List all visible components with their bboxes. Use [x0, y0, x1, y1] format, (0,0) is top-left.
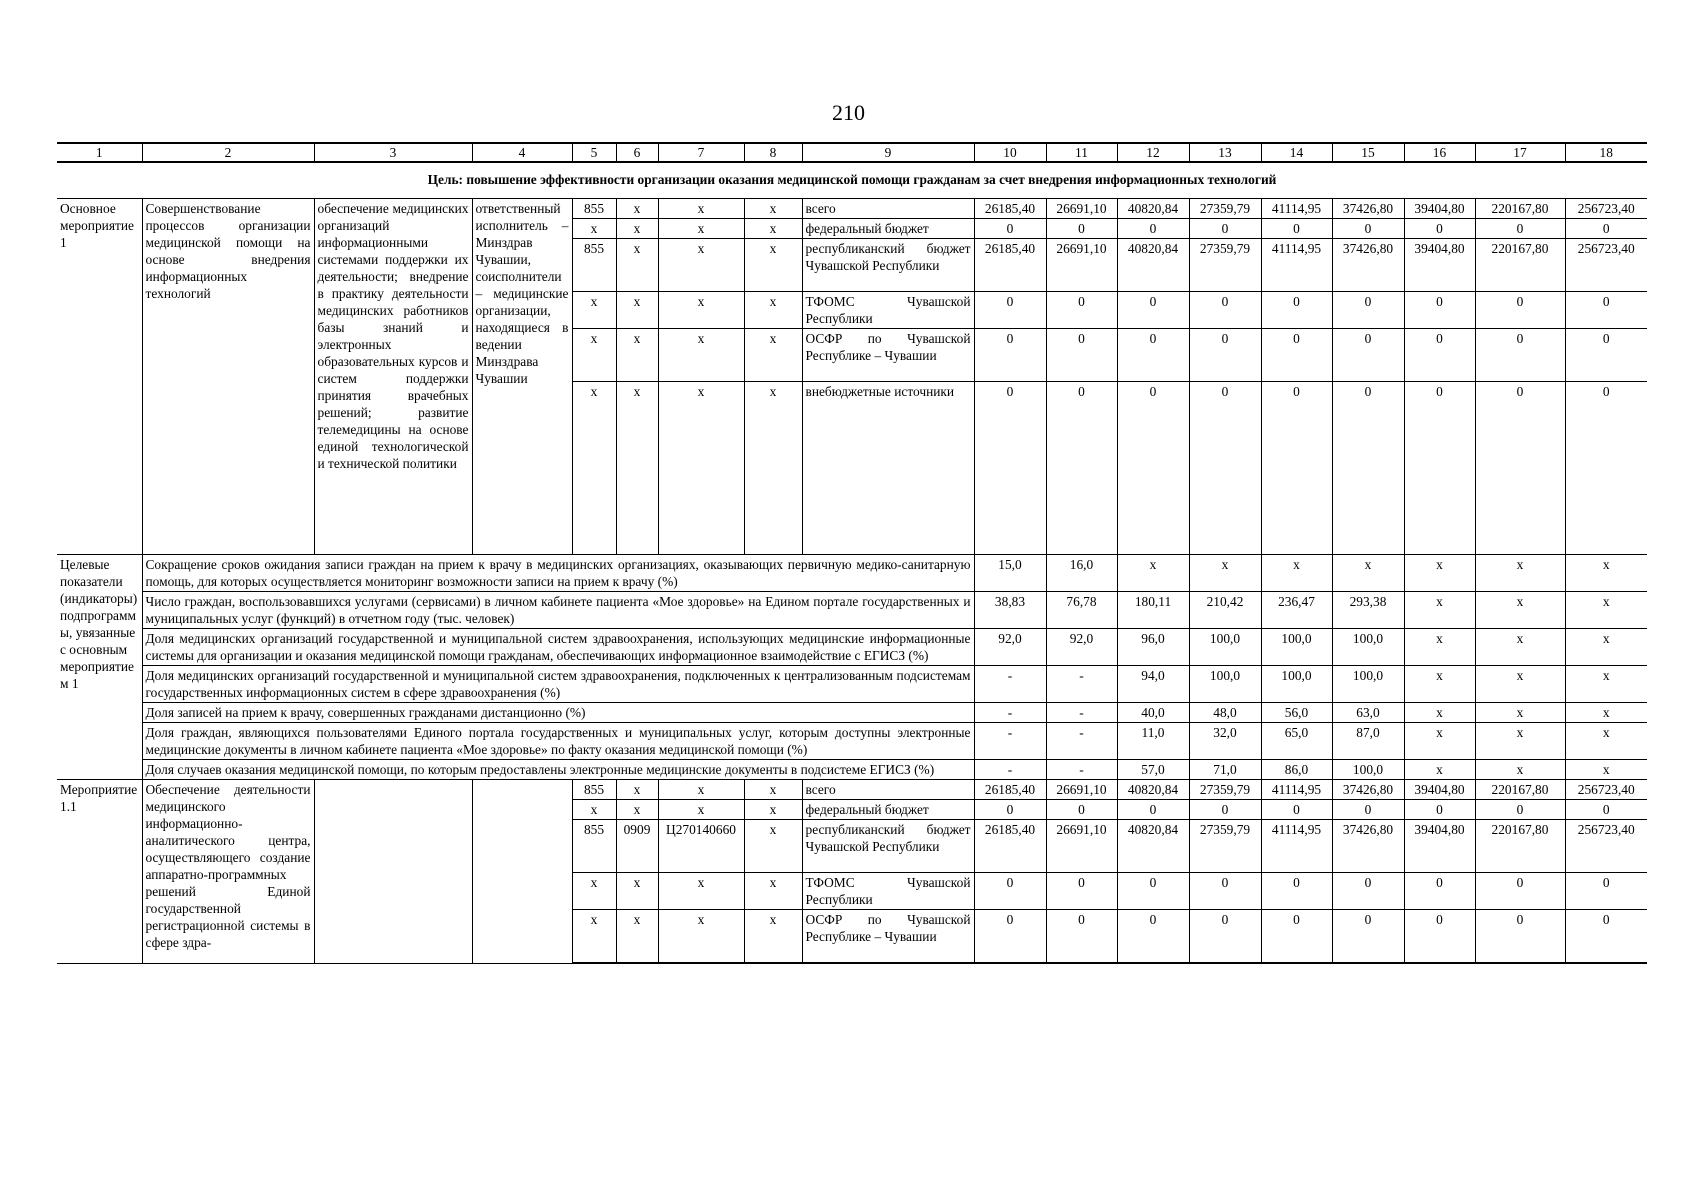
indicator-value: -	[974, 723, 1046, 760]
table-row	[57, 143, 1647, 162]
value-cell: 0	[1261, 382, 1332, 555]
table-row	[57, 199, 1647, 219]
value-cell: 0	[1404, 382, 1475, 555]
funding-source: внебюджетные источники	[802, 382, 974, 555]
event-measures	[314, 780, 472, 964]
indicator-value: x	[1332, 555, 1404, 592]
indicator-value: x	[1404, 723, 1475, 760]
indicator-value: 100,0	[1332, 629, 1404, 666]
table-row	[57, 555, 1647, 592]
code-grbs: x	[572, 910, 616, 964]
funding-source: ТФОМС Чувашской Республики	[802, 873, 974, 910]
indicator-value: 92,0	[1046, 629, 1117, 666]
value-cell: 0	[1332, 219, 1404, 239]
value-cell: 41114,95	[1261, 780, 1332, 800]
code-section: x	[616, 329, 658, 382]
value-cell: 37426,80	[1332, 820, 1404, 873]
indicator-value: x	[1565, 629, 1647, 666]
code-section: x	[616, 382, 658, 555]
value-cell: 0	[974, 329, 1046, 382]
indicator-value: -	[1046, 723, 1117, 760]
code-target: x	[658, 780, 744, 800]
indicator-value: x	[1475, 629, 1565, 666]
indicator-value: -	[1046, 703, 1117, 723]
code-expense: x	[744, 800, 802, 820]
value-cell: 0	[1189, 219, 1261, 239]
code-section: x	[616, 780, 658, 800]
indicator-value: 92,0	[974, 629, 1046, 666]
value-cell: 26691,10	[1046, 239, 1117, 292]
indicator-value: 100,0	[1189, 666, 1261, 703]
value-cell: 220167,80	[1475, 820, 1565, 873]
value-cell: 0	[1117, 292, 1189, 329]
table-row	[57, 592, 1647, 629]
indicator-text: Доля медицинских организаций государственной и муниципальной систем здравоохранения, подключенных к централизованным подсистемам государственных информационных систем в сфере здравоохранения (%)	[142, 666, 974, 703]
indicator-value: x	[1117, 555, 1189, 592]
indicator-text: Доля граждан, являющихся пользователями Единого портала государственных и муниципальных услуг, которым доступны электронные медицинские документы в личном кабинете пациента «Мое здоровье» по факту оказания медицинской помощи (%)	[142, 723, 974, 760]
value-cell: 40820,84	[1117, 239, 1189, 292]
indicator-value: 57,0	[1117, 760, 1189, 780]
table-row	[57, 703, 1647, 723]
funding-source: ТФОМС Чувашской Республики	[802, 292, 974, 329]
indicator-value: 94,0	[1117, 666, 1189, 703]
value-cell: 0	[974, 910, 1046, 964]
indicator-value: 100,0	[1189, 629, 1261, 666]
value-cell: 0	[1404, 800, 1475, 820]
value-cell: 0	[1475, 219, 1565, 239]
code-target: x	[658, 292, 744, 329]
code-target: x	[658, 382, 744, 555]
value-cell: 26691,10	[1046, 820, 1117, 873]
code-target: x	[658, 199, 744, 219]
code-grbs: x	[572, 873, 616, 910]
goal-heading: Цель: повышение эффективности организации оказания медицинской помощи гражданам за счет внедрения информационных технологий	[57, 162, 1647, 199]
value-cell: 40820,84	[1117, 199, 1189, 219]
indicator-value: 86,0	[1261, 760, 1332, 780]
code-grbs: 855	[572, 239, 616, 292]
indicator-value: 87,0	[1332, 723, 1404, 760]
value-cell: 0	[1117, 219, 1189, 239]
value-cell: 0	[1261, 873, 1332, 910]
value-cell: 0	[1404, 292, 1475, 329]
column-header: 13	[1189, 143, 1261, 162]
column-header: 1	[57, 143, 142, 162]
indicator-value: x	[1404, 666, 1475, 703]
indicator-value: x	[1565, 666, 1647, 703]
code-target: x	[658, 910, 744, 964]
indicator-value: x	[1404, 555, 1475, 592]
event-label: Основное мероприятие 1	[57, 199, 142, 555]
column-header: 8	[744, 143, 802, 162]
event-label: Мероприятие 1.1	[57, 780, 142, 964]
indicator-value: 48,0	[1189, 703, 1261, 723]
indicator-value: 11,0	[1117, 723, 1189, 760]
indicator-value: x	[1565, 703, 1647, 723]
value-cell: 0	[1117, 382, 1189, 555]
code-section: x	[616, 239, 658, 292]
column-header: 18	[1565, 143, 1647, 162]
value-cell: 0	[1189, 873, 1261, 910]
indicator-value: 15,0	[974, 555, 1046, 592]
indicator-value: 71,0	[1189, 760, 1261, 780]
indicator-value: x	[1404, 592, 1475, 629]
value-cell: 26185,40	[974, 780, 1046, 800]
value-cell: 256723,40	[1565, 820, 1647, 873]
column-header: 14	[1261, 143, 1332, 162]
code-section: x	[616, 873, 658, 910]
column-header: 17	[1475, 143, 1565, 162]
code-grbs: 855	[572, 199, 616, 219]
code-expense: x	[744, 292, 802, 329]
value-cell: 37426,80	[1332, 199, 1404, 219]
column-header: 16	[1404, 143, 1475, 162]
indicator-value: -	[974, 703, 1046, 723]
value-cell: 39404,80	[1404, 199, 1475, 219]
column-header: 10	[974, 143, 1046, 162]
value-cell: 0	[1117, 910, 1189, 964]
value-cell: 256723,40	[1565, 199, 1647, 219]
indicator-text: Доля медицинских организаций государственной и муниципальной систем здравоохранения, использующих медицинские информационные системы для организации и оказания медицинской помощи гражданам, обеспечивающих информационное взаимодействие с ЕГИСЗ (%)	[142, 629, 974, 666]
value-cell: 0	[1261, 329, 1332, 382]
code-target: Ц270140660	[658, 820, 744, 873]
indicator-value: x	[1565, 592, 1647, 629]
code-grbs: 855	[572, 780, 616, 800]
value-cell: 0	[1332, 873, 1404, 910]
value-cell: 0	[1475, 800, 1565, 820]
value-cell: 0	[1404, 329, 1475, 382]
code-target: x	[658, 239, 744, 292]
column-header: 12	[1117, 143, 1189, 162]
value-cell: 0	[1046, 910, 1117, 964]
indicator-value: x	[1475, 703, 1565, 723]
code-section: 0909	[616, 820, 658, 873]
value-cell: 37426,80	[1332, 780, 1404, 800]
value-cell: 39404,80	[1404, 780, 1475, 800]
column-header: 11	[1046, 143, 1117, 162]
value-cell: 0	[1404, 873, 1475, 910]
value-cell: 27359,79	[1189, 199, 1261, 219]
code-grbs: x	[572, 329, 616, 382]
value-cell: 39404,80	[1404, 820, 1475, 873]
value-cell: 0	[1261, 910, 1332, 964]
event-executor: ответственный исполнитель – Минздрав Чувашии, соисполнители – медицинские организации, находящиеся в ведении Минздрава Чувашии	[472, 199, 572, 555]
indicator-text: Доля случаев оказания медицинской помощи, по которым предоставлены электронные медицинские документы в подсистеме ЕГИСЗ (%)	[142, 760, 974, 780]
value-cell: 0	[1332, 329, 1404, 382]
column-header: 15	[1332, 143, 1404, 162]
column-header: 7	[658, 143, 744, 162]
indicator-value: 32,0	[1189, 723, 1261, 760]
code-expense: x	[744, 910, 802, 964]
indicator-value: 100,0	[1332, 666, 1404, 703]
funding-source: всего	[802, 199, 974, 219]
column-header: 5	[572, 143, 616, 162]
event-name: Обеспечение деятельности медицинского информационно-аналитического центра, осуществляющего создание аппаратно-программных решений Единой государственной регистрационной системы в сфере здра-	[142, 780, 314, 964]
indicator-value: x	[1404, 760, 1475, 780]
table-body	[57, 143, 1647, 963]
table-row	[57, 162, 1647, 199]
value-cell: 0	[1475, 382, 1565, 555]
indicator-value: x	[1475, 555, 1565, 592]
value-cell: 220167,80	[1475, 780, 1565, 800]
indicator-value: 236,47	[1261, 592, 1332, 629]
indicators-label: Целевые показатели (индикаторы) подпрограммы, увязанные с основным мероприятием 1	[57, 555, 142, 780]
code-expense: x	[744, 382, 802, 555]
table-row	[57, 760, 1647, 780]
value-cell: 0	[1189, 329, 1261, 382]
value-cell: 0	[1046, 292, 1117, 329]
page-number: 210	[832, 100, 865, 125]
value-cell: 0	[1189, 292, 1261, 329]
indicator-value: 96,0	[1117, 629, 1189, 666]
value-cell: 0	[1565, 910, 1647, 964]
code-section: x	[616, 910, 658, 964]
value-cell: 0	[1565, 800, 1647, 820]
code-expense: x	[744, 780, 802, 800]
value-cell: 27359,79	[1189, 780, 1261, 800]
value-cell: 220167,80	[1475, 239, 1565, 292]
table-row	[57, 723, 1647, 760]
indicator-text: Доля записей на прием к врачу, совершенных гражданами дистанционно (%)	[142, 703, 974, 723]
value-cell: 0	[1046, 382, 1117, 555]
code-target: x	[658, 873, 744, 910]
value-cell: 26691,10	[1046, 780, 1117, 800]
value-cell: 0	[1046, 329, 1117, 382]
code-section: x	[616, 219, 658, 239]
value-cell: 41114,95	[1261, 820, 1332, 873]
indicator-value: 63,0	[1332, 703, 1404, 723]
value-cell: 0	[974, 292, 1046, 329]
code-grbs: x	[572, 292, 616, 329]
code-expense: x	[744, 329, 802, 382]
indicator-value: 56,0	[1261, 703, 1332, 723]
event-executor	[472, 780, 572, 964]
indicator-value: x	[1261, 555, 1332, 592]
indicator-value: x	[1404, 629, 1475, 666]
value-cell: 0	[974, 873, 1046, 910]
indicator-text: Число граждан, воспользовавшихся услугами (сервисами) в личном кабинете пациента «Мое здоровье» на Едином портале государственных и муниципальных услуг (функций) в отчетном году (тыс. человек)	[142, 592, 974, 629]
value-cell: 40820,84	[1117, 820, 1189, 873]
indicator-value: 293,38	[1332, 592, 1404, 629]
code-expense: x	[744, 873, 802, 910]
value-cell: 256723,40	[1565, 239, 1647, 292]
value-cell: 0	[974, 382, 1046, 555]
code-target: x	[658, 329, 744, 382]
value-cell: 0	[1565, 292, 1647, 329]
funding-source: федеральный бюджет	[802, 800, 974, 820]
value-cell: 26185,40	[974, 199, 1046, 219]
indicator-value: x	[1565, 555, 1647, 592]
indicator-value: 210,42	[1189, 592, 1261, 629]
funding-source: республиканский бюджет Чувашской Республики	[802, 239, 974, 292]
value-cell: 0	[974, 219, 1046, 239]
funding-source: всего	[802, 780, 974, 800]
value-cell: 41114,95	[1261, 199, 1332, 219]
value-cell: 0	[1404, 910, 1475, 964]
table-row	[57, 780, 1647, 800]
value-cell: 0	[1046, 873, 1117, 910]
code-expense: x	[744, 219, 802, 239]
column-header: 2	[142, 143, 314, 162]
column-header: 3	[314, 143, 472, 162]
value-cell: 27359,79	[1189, 239, 1261, 292]
code-section: x	[616, 800, 658, 820]
value-cell: 0	[1189, 800, 1261, 820]
value-cell: 256723,40	[1565, 780, 1647, 800]
funding-source: ОСФР по Чувашской Республике – Чувашии	[802, 910, 974, 964]
column-header: 6	[616, 143, 658, 162]
funding-source: ОСФР по Чувашской Республике – Чувашии	[802, 329, 974, 382]
value-cell: 0	[1332, 292, 1404, 329]
event-measures: обеспечение медицинских организаций информационными системами поддержки их деятельности; внедрение в практику деятельности медицинских работников базы знаний и электронных образовательных курсов и систем поддержки принятия врачебных решений; развитие телемедицины на основе единой технологической и технической политики	[314, 199, 472, 555]
event-name: Совершенствование процессов организации медицинской помощи на основе внедрения информационных технологий	[142, 199, 314, 555]
indicator-value: 100,0	[1261, 629, 1332, 666]
value-cell: 0	[1404, 219, 1475, 239]
value-cell: 0	[1261, 292, 1332, 329]
code-grbs: x	[572, 800, 616, 820]
code-section: x	[616, 292, 658, 329]
indicator-value: 180,11	[1117, 592, 1189, 629]
indicator-text: Сокращение сроков ожидания записи граждан на прием к врачу в медицинских организациях, оказывающих первичную медико-санитарную помощь, для которых осуществляется мониторинг возможности записи на прием к врачу (%)	[142, 555, 974, 592]
column-header: 4	[472, 143, 572, 162]
value-cell: 0	[1261, 219, 1332, 239]
value-cell: 40820,84	[1117, 780, 1189, 800]
value-cell: 39404,80	[1404, 239, 1475, 292]
value-cell: 0	[1565, 219, 1647, 239]
indicator-value: -	[1046, 760, 1117, 780]
indicator-value: 100,0	[1261, 666, 1332, 703]
value-cell: 0	[1565, 329, 1647, 382]
value-cell: 0	[1117, 873, 1189, 910]
value-cell: 0	[1475, 873, 1565, 910]
funding-source: республиканский бюджет Чувашской Республики	[802, 820, 974, 873]
code-expense: x	[744, 199, 802, 219]
table-row	[57, 666, 1647, 703]
code-expense: x	[744, 239, 802, 292]
value-cell: 0	[974, 800, 1046, 820]
code-grbs: x	[572, 219, 616, 239]
indicator-value: x	[1475, 723, 1565, 760]
indicator-value: x	[1475, 760, 1565, 780]
indicator-value: 40,0	[1117, 703, 1189, 723]
value-cell: 0	[1565, 873, 1647, 910]
code-section: x	[616, 199, 658, 219]
indicator-value: x	[1565, 723, 1647, 760]
code-grbs: x	[572, 382, 616, 555]
value-cell: 26691,10	[1046, 199, 1117, 219]
value-cell: 0	[1117, 800, 1189, 820]
indicator-value: 16,0	[1046, 555, 1117, 592]
value-cell: 26185,40	[974, 820, 1046, 873]
indicator-value: -	[974, 760, 1046, 780]
value-cell: 0	[1261, 800, 1332, 820]
value-cell: 0	[1332, 382, 1404, 555]
code-expense: x	[744, 820, 802, 873]
value-cell: 0	[1565, 382, 1647, 555]
value-cell: 0	[1332, 800, 1404, 820]
value-cell: 0	[1117, 329, 1189, 382]
value-cell: 0	[1475, 292, 1565, 329]
indicator-value: 38,83	[974, 592, 1046, 629]
program-table	[57, 142, 1647, 964]
value-cell: 0	[1332, 910, 1404, 964]
indicator-value: 100,0	[1332, 760, 1404, 780]
indicator-value: 76,78	[1046, 592, 1117, 629]
column-header: 9	[802, 143, 974, 162]
value-cell: 0	[1475, 329, 1565, 382]
indicator-value: x	[1565, 760, 1647, 780]
value-cell: 26185,40	[974, 239, 1046, 292]
indicator-value: x	[1475, 592, 1565, 629]
code-target: x	[658, 219, 744, 239]
value-cell: 41114,95	[1261, 239, 1332, 292]
value-cell: 0	[1189, 910, 1261, 964]
indicator-value: x	[1404, 703, 1475, 723]
funding-source: федеральный бюджет	[802, 219, 974, 239]
value-cell: 0	[1046, 800, 1117, 820]
code-target: x	[658, 800, 744, 820]
code-grbs: 855	[572, 820, 616, 873]
indicator-value: x	[1475, 666, 1565, 703]
value-cell: 220167,80	[1475, 199, 1565, 219]
value-cell: 0	[1046, 219, 1117, 239]
indicator-value: x	[1189, 555, 1261, 592]
value-cell: 27359,79	[1189, 820, 1261, 873]
value-cell: 0	[1189, 382, 1261, 555]
indicator-value: -	[974, 666, 1046, 703]
value-cell: 37426,80	[1332, 239, 1404, 292]
indicator-value: -	[1046, 666, 1117, 703]
indicator-value: 65,0	[1261, 723, 1332, 760]
table-row	[57, 629, 1647, 666]
value-cell: 0	[1475, 910, 1565, 964]
